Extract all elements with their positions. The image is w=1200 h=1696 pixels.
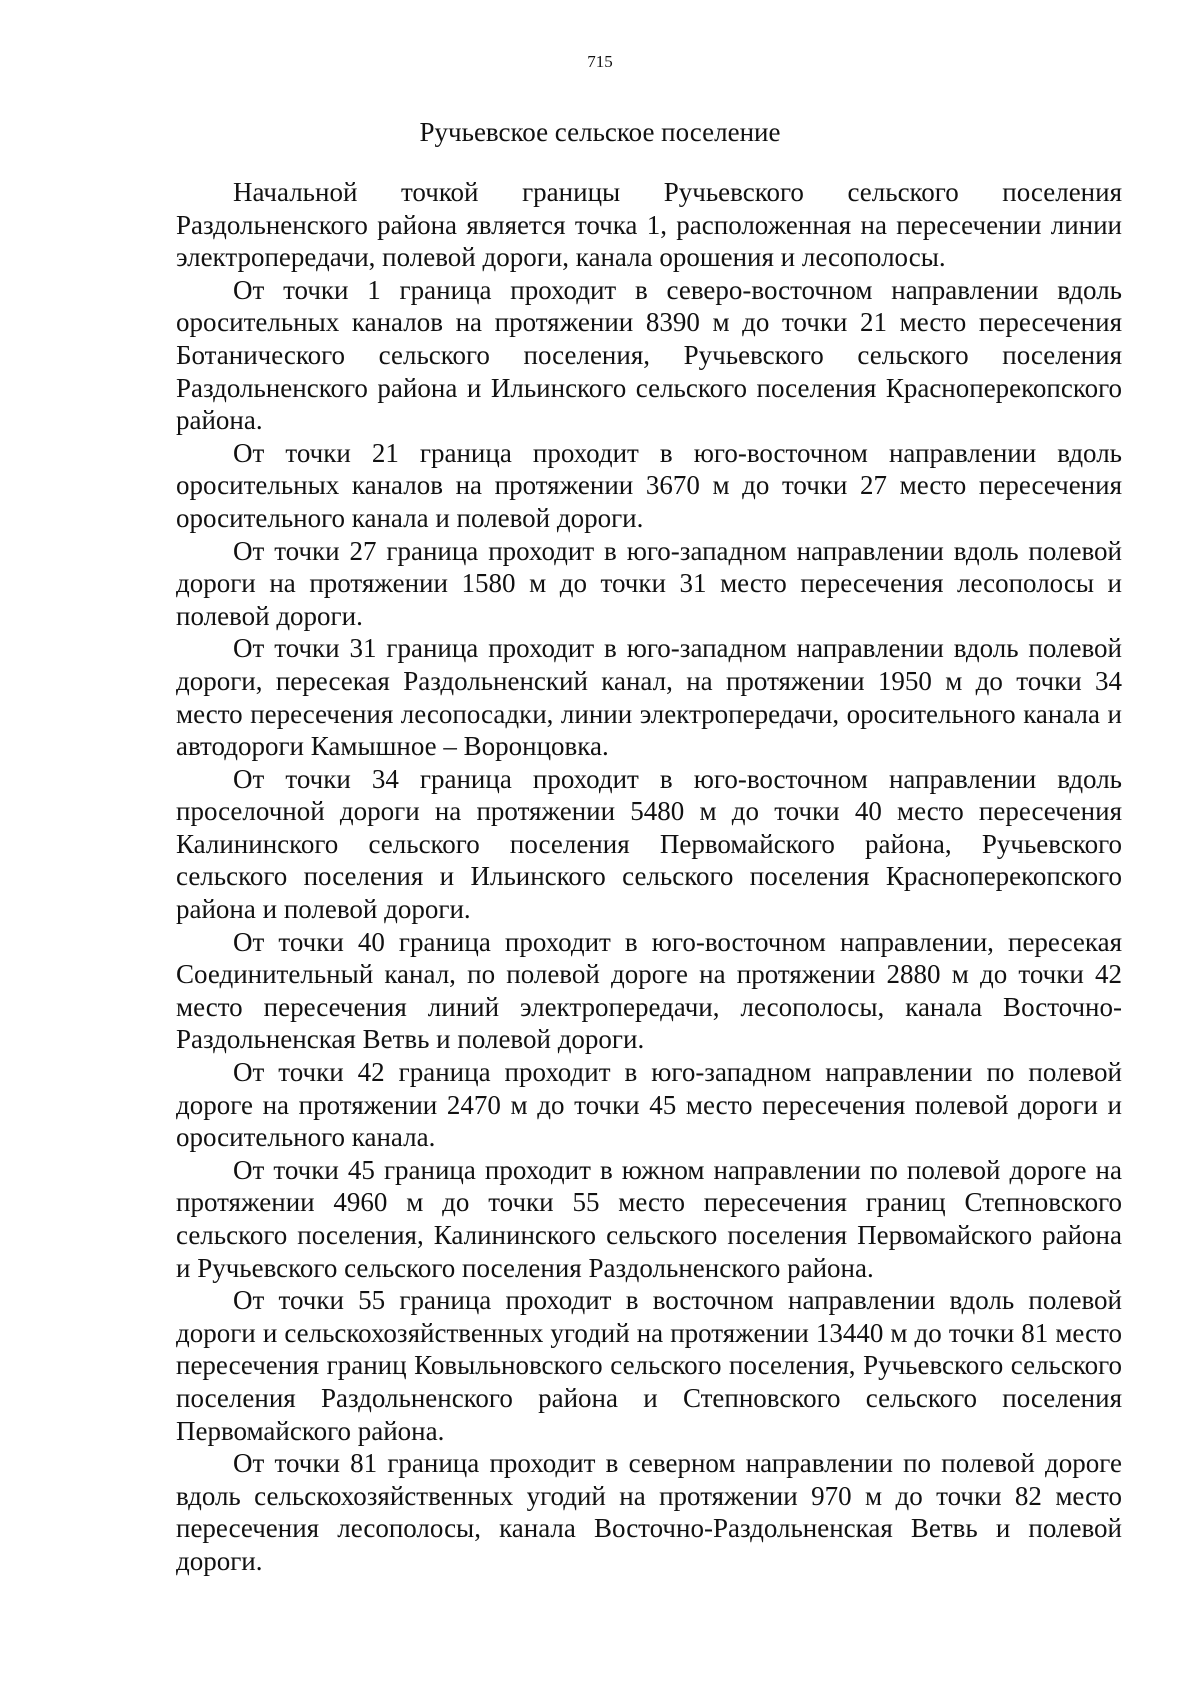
paragraph: Начальной точкой границы Ручьевского сельского поселения Раздольненского района является точка 1, расположенная на пересечении линии электропередачи, полевой дороги, канала орошения и лесополосы. (176, 177, 1122, 273)
document-body (176, 176, 1122, 1578)
paragraph: От точки 1 граница проходит в северо-восточном направлении вдоль оросительных каналов на протяжении 8390 м до точки 21 место пересечения Ботанического сельского поселения, Ручьевского сельского поселения Раздольненского района и Ильинского сельского поселения Красноперекопского района. (176, 274, 1122, 436)
paragraph: От точки 45 граница проходит в южном направлении по полевой дороге на протяжении 4960 м до точки 55 место пересечения границ Степновского сельского поселения, Калининского сельского поселения Первомайского района и Ручьевского сельского поселения Раздольненского района. (176, 1154, 1122, 1283)
paragraph: От точки 21 граница проходит в юго-восточном направлении вдоль оросительных каналов на протяжении 3670 м до точки 27 место пересечения оросительного канала и полевой дороги. (176, 437, 1122, 533)
paragraph: От точки 31 граница проходит в юго-западном направлении вдоль полевой дороги, пересекая Раздольненский канал, на протяжении 1950 м до точки 34 место пересечения лесопосадки, линии электропередачи, оросительного канала и автодороги Камышное – Воронцовка. (176, 633, 1122, 762)
section-title: Ручьевское сельское поселение (419, 117, 781, 147)
paragraph: От точки 42 граница проходит в юго-западном направлении по полевой дороге на протяжении 2470 м до точки 45 место пересечения полевой дороги и оросительного канала. (176, 1057, 1122, 1153)
paragraph: От точки 27 граница проходит в юго-западном направлении вдоль полевой дороги на протяжении 1580 м до точки 31 место пересечения лесополосы и полевой дороги. (176, 535, 1122, 631)
paragraph: От точки 81 граница проходит в северном направлении по полевой дороге вдоль сельскохозяйственных угодий на протяжении 970 м до точки 82 место пересечения лесополосы, канала Восточно-Раздольненская Ветвь и полевой дороги. (176, 1448, 1122, 1576)
page-number: 715 (587, 52, 613, 71)
paragraph: От точки 34 граница проходит в юго-восточном направлении вдоль проселочной дороги на протяжении 5480 м до точки 40 место пересечения Калининского сельского поселения Первомайского района, Ручьевского сельского поселения и Ильинского сельского поселения Красноперекопского района и полевой дороги. (176, 763, 1122, 925)
paragraph: От точки 40 граница проходит в юго-восточном направлении, пересекая Соединительный канал, по полевой дороге на протяжении 2880 м до точки 42 место пересечения линий электропередачи, лесополосы, канала Восточно-Раздольненская Ветвь и полевой дороги. (176, 926, 1122, 1055)
paragraph: От точки 55 граница проходит в восточном направлении вдоль полевой дороги и сельскохозяйственных угодий на протяжении 13440 м до точки 81 место пересечения границ Ковыльновского сельского поселения, Ручьевского сельского поселения Раздольненского района и Степновского сельского поселения Первомайского района. (176, 1285, 1122, 1446)
